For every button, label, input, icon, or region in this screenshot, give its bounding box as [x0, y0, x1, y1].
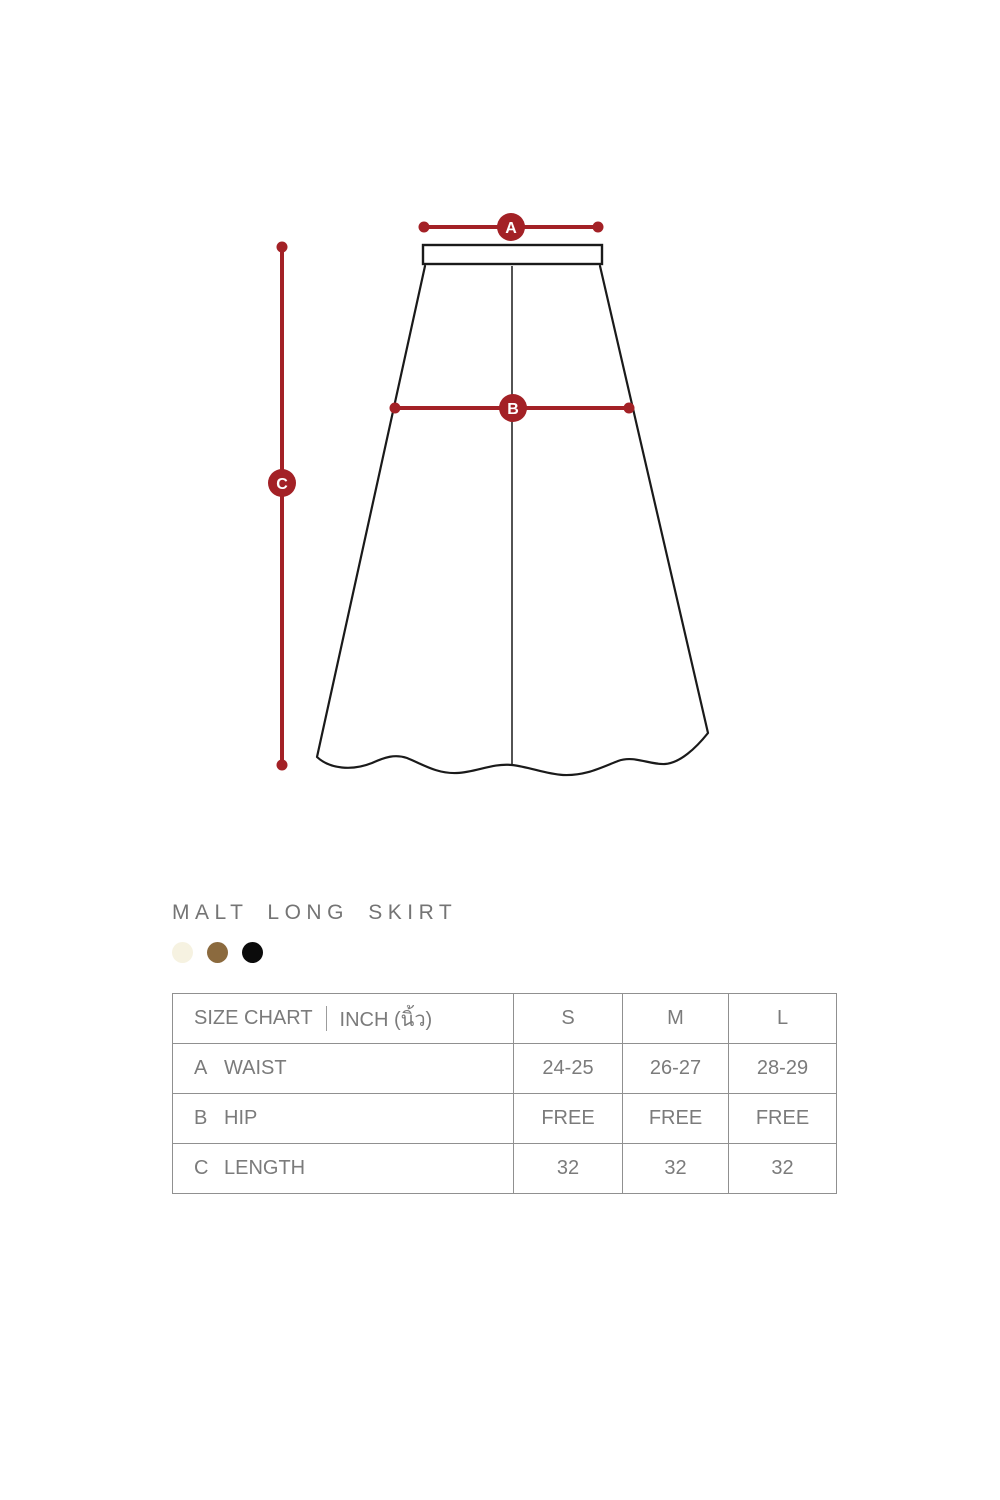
- size-column-s: S: [514, 994, 623, 1044]
- waist-value-l: 28-29: [729, 1044, 837, 1094]
- measurement-c-top-dot: [277, 242, 288, 253]
- skirt-outline: [317, 245, 708, 775]
- row-label-length: [173, 1144, 514, 1194]
- table-row-waist: [173, 1044, 837, 1094]
- row-key: A: [194, 1057, 208, 1079]
- size-chart-header-row: [173, 994, 837, 1044]
- row-key: C: [194, 1157, 209, 1179]
- size-chart-header-cell: [173, 994, 514, 1044]
- measurement-line-c: [268, 242, 296, 771]
- header-divider: [326, 1006, 327, 1031]
- marker-b-label: B: [507, 401, 519, 418]
- size-chart-title: SIZE CHART: [194, 1007, 313, 1029]
- measurement-line-a: [419, 213, 604, 241]
- row-name: HIP: [224, 1107, 258, 1129]
- waist-value-s: 24-25: [514, 1044, 623, 1094]
- hip-value-s: FREE: [514, 1094, 623, 1144]
- color-swatch-black: [242, 942, 263, 963]
- row-name: WAIST: [224, 1057, 287, 1079]
- color-swatches: [172, 942, 263, 963]
- size-chart-table: [172, 993, 837, 1194]
- length-value-s: 32: [514, 1144, 623, 1194]
- hip-value-l: FREE: [729, 1094, 837, 1144]
- row-name: LENGTH: [224, 1157, 306, 1179]
- row-label-waist: [173, 1044, 514, 1094]
- color-swatch-cream: [172, 942, 193, 963]
- size-column-l: L: [729, 994, 837, 1044]
- product-title: MALT LONG SKIRT: [172, 901, 458, 924]
- size-column-m: M: [623, 994, 729, 1044]
- measurement-a-right-dot: [593, 222, 604, 233]
- waistband-outline: [423, 245, 602, 264]
- length-value-m: 32: [623, 1144, 729, 1194]
- row-label-hip: [173, 1094, 514, 1144]
- length-value-l: 32: [729, 1144, 837, 1194]
- row-key: B: [194, 1107, 208, 1129]
- size-chart-unit: INCH (นิ้ว): [339, 1008, 433, 1031]
- table-row-hip: [173, 1094, 837, 1144]
- measurement-c-bottom-dot: [277, 760, 288, 771]
- hip-value-m: FREE: [623, 1094, 729, 1144]
- table-row-length: [173, 1144, 837, 1194]
- marker-c-label: C: [276, 476, 288, 493]
- color-swatch-brown: [207, 942, 228, 963]
- marker-a-label: A: [505, 220, 517, 237]
- waist-value-m: 26-27: [623, 1044, 729, 1094]
- measurement-a-left-dot: [419, 222, 430, 233]
- measurement-b-left-dot: [390, 403, 401, 414]
- measurement-b-right-dot: [624, 403, 635, 414]
